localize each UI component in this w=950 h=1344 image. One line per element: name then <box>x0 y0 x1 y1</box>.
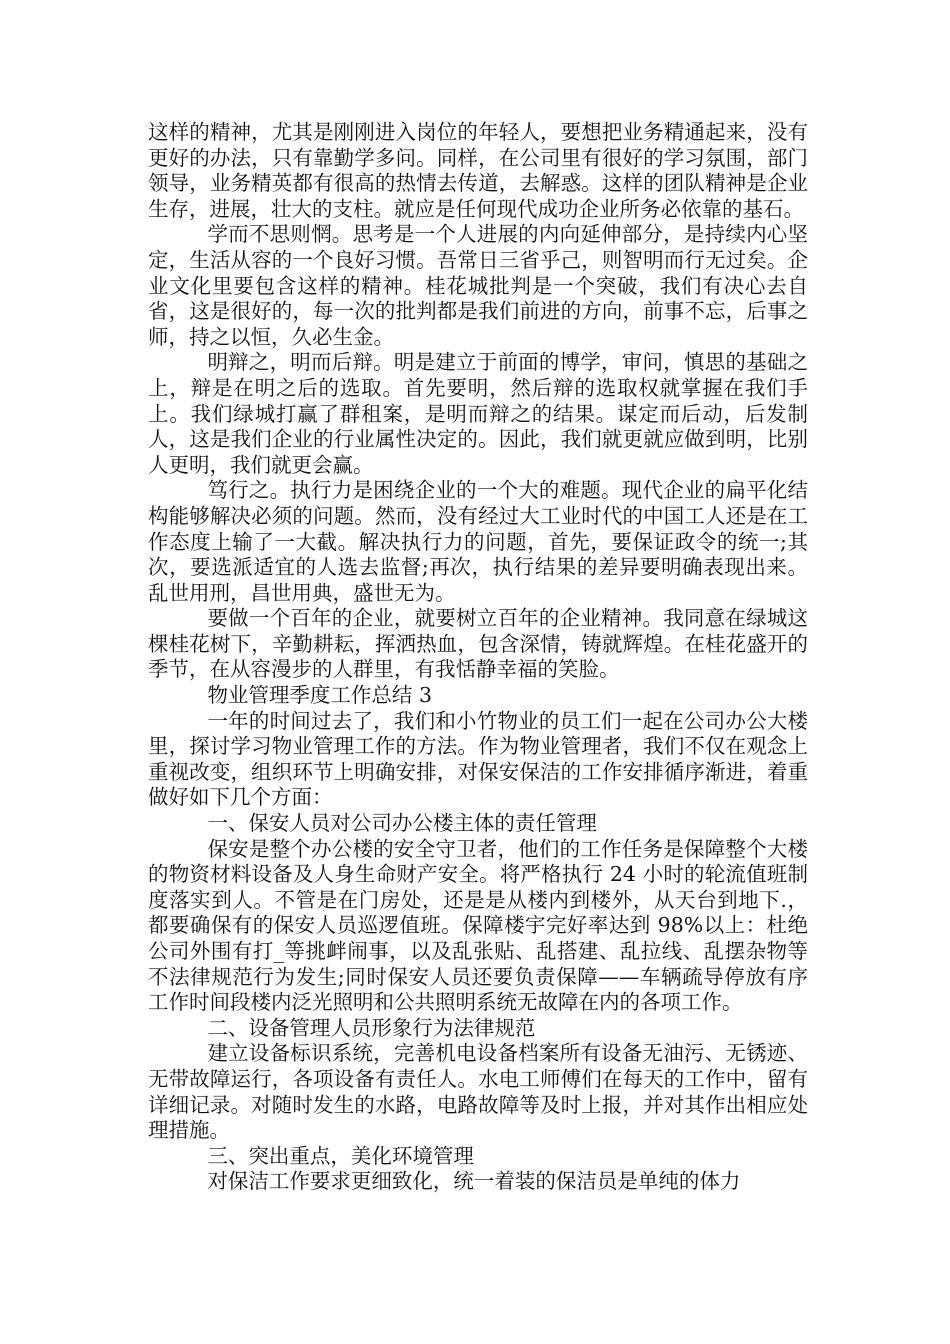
paragraph-9: 对保洁工作要求更细致化，统一着装的保洁员是单纯的体力 <box>207 1169 741 1194</box>
paragraph-5: 要做一个百年的企业，就要树立百年的企业精神。我同意在绿城这棵桂花树下，辛勤耕耘，挥洒热血，包含深情，铸就辉煌。在桂花盛开的季节，在从容漫步的人群里，有我恬静幸福的笑脸。 <box>148 606 808 682</box>
subheading-2: 二、设备管理人员形象行为法律规范 <box>207 1015 536 1040</box>
section-title: 物业管理季度工作总结 3 <box>207 683 432 708</box>
paragraph-2: 学而不思则惘。思考是一个人进展的内向延伸部分，是持续内心坚定，生活从容的一个良好习惯。吾常日三省乎己，则智明而行无过矣。企业文化里要包含这样的精神。桂花城批判是一个突破，我们有决心去自省，这是很好的，每一次的批判都是我们前进的方向，前事不忘，后事之师，持之以恒，久必生金。 <box>148 222 808 349</box>
subheading-1: 一、保安人员对公司办公楼主体的责任管理 <box>207 811 597 836</box>
document-page <box>148 120 808 1195</box>
paragraph-4: 笃行之。执行力是困绕企业的一个大的难题。现代企业的扁平化结构能够解决必须的问题。然而，没有经过大工业时代的中国工人还是在工作态度上输了一大截。解决执行力的问题，首先，要保证政令的统一;其次，要选派适宜的人选去监督;再次，执行结果的差异要明确表现出来。乱世用刑，昌世用典，盛世无为。 <box>148 478 808 605</box>
paragraph-7: 保安是整个办公楼的安全守卫者，他们的工作任务是保障整个大楼的物资材料设备及人身生命财产安全。将严格执行 24 小时的轮流值班制度落实到人。不管是在门房处，还是是从楼内到楼外，从天台到地下.，都要确保有的保安人员巡逻值班。保障楼宇完好率达到 98%以上：杜绝公司外围有打_等挑衅闹事，以及乱张贴、乱搭建、乱拉线、乱摆杂物等不法律规范行为发生;同时保安人员还要负责保障——车辆疏导停放有序工作时间段楼内泛光照明和公共照明系统无故障在内的各项工作。 <box>148 836 808 1015</box>
paragraph-6: 一年的时间过去了，我们和小竹物业的员工们一起在公司办公大楼里，探讨学习物业管理工作的方法。作为物业管理者，我们不仅在观念上重视改变，组织环节上明确安排，对保安保洁的工作安排循序渐进，着重做好如下几个方面： <box>148 708 808 810</box>
paragraph-1: 这样的精神，尤其是刚刚进入岗位的年轻人，要想把业务精通起来，没有更好的办法，只有靠勤学多问。同样，在公司里有很好的学习氛围，部门领导，业务精英都有很高的热情去传道，去解惑。这样的团队精神是企业生存，进展，壮大的支柱。就应是任何现代成功企业所务必依靠的基石。 <box>148 120 808 221</box>
paragraph-8: 建立设备标识系统，完善机电设备档案所有设备无油污、无锈迹、无带故障运行，各项设备有责任人。水电工师傅们在每天的工作中，留有详细记录。对随时发生的水路，电路故障等及时上报，并对其作出相应处理措施。 <box>148 1041 808 1143</box>
paragraph-3: 明辩之，明而后辩。明是建立于前面的博学，审问，慎思的基础之上，辩是在明之后的选取。首先要明，然后辩的选取权就掌握在我们手上。我们绿城打赢了群租案，是明而辩之的结果。谋定而后动，后发制人，这是我们企业的行业属性决定的。因此，我们就更就应做到明，比别人更明，我们就更会赢。 <box>148 350 808 477</box>
subheading-3: 三、突出重点，美化环境管理 <box>207 1143 474 1168</box>
